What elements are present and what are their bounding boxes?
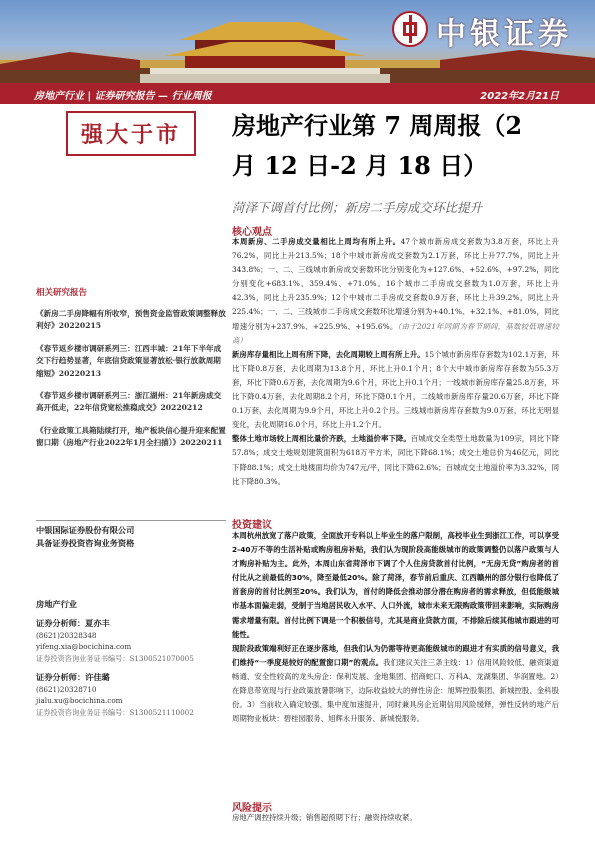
analyst-card bbox=[36, 616, 226, 664]
core-paragraph: 本周新房、二手房成交量相比上周均有所上升。47个城市新房成交套数为3.8万套，环比上升76.2%，同比上升213.5%；18个中城市新房成交套数为2.1万套，环比上升77.7%，同比上升343.8%；一、二、三线城市新房成交套数环比分别变化为+127.6%、+52.6%、+97.2%，同比分别变化+683.1%、359.4%、+71.0%。16个城市二手房成交套数为1.0万套，环比上升42.3%，同比上升235.9%；12个中城市二手房成交套数0.9万套，环比上升39.2%，同比上升225.4%；一、二、三线城市二手房成交套数环比增速分别为+40.1%、+32.1%、+81.0%，同比增速分别为+237.9%、+225.9%、+195.6%。（由于2021年同期为春节期间，基数较低增速较高） bbox=[232, 237, 559, 345]
core-view-heading: 核心观点 bbox=[232, 227, 272, 238]
analyst-license: 证券投资咨询业务证书编号：S1300521070005 bbox=[36, 653, 194, 663]
risk-body: 房地产调控持续升级；销售超预期下行；融资持续收紧。 bbox=[232, 813, 417, 822]
investment-paragraph: 现阶段政策端利好正在逐步落地，但我们认为仍需等待更高能级城市的跟进才有实质的信号意义，我们维持“一季度是较好的配置窗口期”的观点。我们建议关注三条主线：1）信用风险较低、融资渠道畅通、安全性较高的龙头房企：保利发展、金地集团、招商蛇口、万科A、龙湖集团、华润置地。2）在降息带宽现与行业政策放暑影响下，边际收益较大的弹性房企：旭辉控股集团、新城控股、金科股份。3）当前收入确定较强、集中度加速提升，同时兼具房企近期信用风险缓释，弹性反转的地产后周期物业板块：碧桂园服务、旭辉永升服务、新城悦服务。 bbox=[232, 643, 559, 724]
core-paragraph: 新房库存量相比上周有所下降，去化周期较上周有所上升。15个城市新房库存套数为102.1万套，环比下降0.8万套，去化周期为13.8个月，环比上升0.1个月；8个大中城市新房库存套数为55.3万套，环比下降0.6万套，去化周期为9.6个月，环比上升0.1个月；一线城市新房库存量25.8万套，环比下降0.4万套，去化周期8.2个月，环比下降0.1个月，二线城市新房库存量20.6万套，环比下降0.1万套，去化周期为9.9个月，环比上升0.2个月。三线城市新房库存套数为9.0万套，环比无明显变化，去化周期16.0个月，环比上升1.2个月。 bbox=[232, 349, 559, 430]
title-line-1: 房地产行业第 7 周周报（2 bbox=[232, 111, 523, 140]
report-title bbox=[232, 106, 572, 186]
breadcrumb: 房地产行业 | 证券研究报告 — 行业周报 bbox=[34, 91, 212, 102]
investment-body bbox=[232, 529, 559, 726]
risk-heading: 风险提示 bbox=[232, 803, 272, 814]
related-reports bbox=[36, 286, 226, 450]
analyst-name: 证券分析师：夏亦丰 bbox=[36, 618, 110, 628]
related-report-item: 《行业政策工具箱陆续打开，地产板块信心提升迎来配置窗口期（房地产行业2022年1月全扫描）》20220211 bbox=[36, 425, 226, 448]
analyst-phone: (8621)20328348 bbox=[36, 631, 97, 640]
investment-paragraph: 本周杭州放宽了落户政策，全面放开专科以上毕业生的落户限制，高校毕业生到浙江工作，可以享受2-40万不等的生活补贴或购房租房补贴，我们认为现阶段高能级城市的政策调整仍以落户政策与人才购房补贴为主。此外，本周山东省菏泽市下调了个人住房贷款首付比例，“无房无贷”购房者的首付比从之前最低的30%，降至最低20%。除了菏泽，春节前后重庆、江西赣州的部分银行也降低了首套房的首付比例至20%。我们认为，首付的降低会推动部分潜在购房者的需求释放，但低能级城市基本面偏走弱，受制于当地居民收入水平、人口外流，城市未来无限购政策带回来影响，实际购房需求增量有限。首付比例下调是一个积极信号，尤其是商业贷款方面，不排除后续其他城市跟进的可能性。 bbox=[232, 531, 559, 639]
report-date: 2022年2月21日 bbox=[480, 91, 559, 102]
org-license: 具备证券投资咨询业务资格 bbox=[36, 538, 135, 548]
header-banner bbox=[0, 0, 595, 83]
related-reports-title: 相关研究报告 bbox=[36, 288, 88, 298]
bank-of-china-logo bbox=[392, 11, 428, 47]
org-info bbox=[36, 524, 226, 550]
analyst-phone: (8621)20328710 bbox=[36, 685, 97, 694]
related-report-item: 《春节返乡楼市调研系列三：江西丰城：21年下半年成交下行趋势显著，年底信贷政策显著放松·银行放款周期缩短》20220213 bbox=[36, 343, 222, 378]
rating-badge bbox=[66, 111, 196, 156]
report-subtitle: 菏泽下调首付比例；新房二手房成交环比提升 bbox=[232, 200, 483, 215]
core-paragraph: 整体土地市场较上周相比量价齐跌，土地溢价率下降。百城成交全类型土地数量为109宗，同比下降57.8%；成交土地规划建筑面积为618万平方米，同比下降68.1%；成交土地总价为46亿元，同比下降88.1%；成交土地楼面均价为747元/平，同比下降62.6%；百城成交土地溢价率为3.32%，同比下降80.3%。 bbox=[232, 434, 559, 486]
analyst-email[interactable]: yifeng.xia@bocichina.com bbox=[36, 642, 132, 652]
investment-heading: 投资建议 bbox=[232, 520, 272, 531]
title-line-2: 月 12 日-2 月 18 日） bbox=[232, 151, 488, 180]
rating-label: 强大于市 bbox=[80, 122, 181, 148]
industry-label-block bbox=[36, 598, 226, 611]
analyst-card bbox=[36, 670, 226, 718]
org-name: 中银国际证券股份有限公司 bbox=[36, 525, 135, 535]
report-header-bar bbox=[0, 83, 595, 104]
industry-label: 房地产行业 bbox=[36, 599, 77, 609]
brand-name: 中银证券 bbox=[436, 17, 572, 52]
core-view-body bbox=[232, 235, 559, 489]
analyst-license: 证券投资咨询业务证书编号：S1300521110002 bbox=[36, 707, 194, 717]
related-report-item: 《新房二手房降幅有所收窄，预售资金监管政策调整释放利好》20220215 bbox=[36, 309, 226, 331]
sidebar-divider bbox=[36, 520, 226, 521]
analyst-name: 证券分析师：许佳璐 bbox=[36, 672, 110, 682]
analyst-email[interactable]: jialu.xu@bocichina.com bbox=[36, 696, 123, 706]
related-report-item: 《春节返乡楼市调研系列三：浙江湖州：21年新房成交高开低走，22年信贷宽松推稳成交》20220212 bbox=[36, 391, 222, 413]
